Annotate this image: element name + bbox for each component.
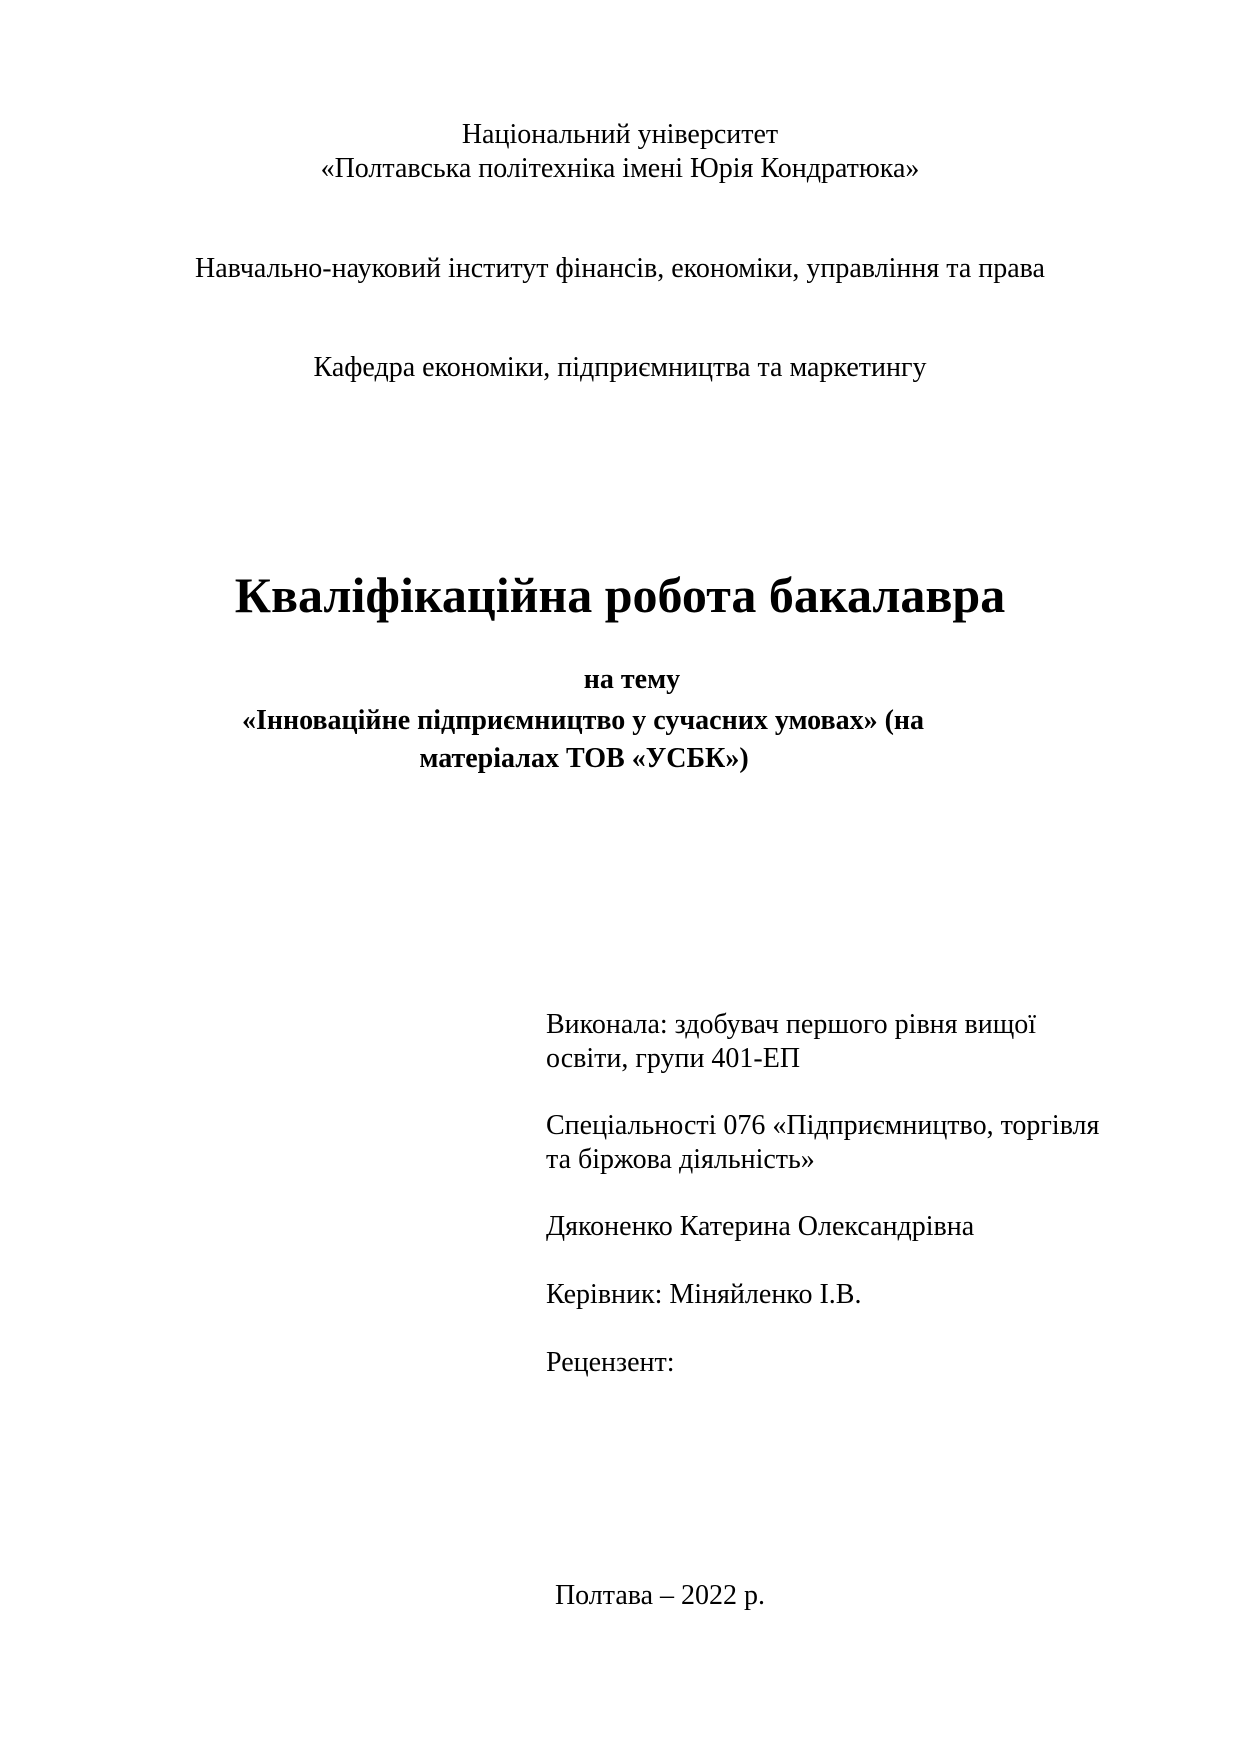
performed-by-line1: Виконала: здобувач першого рівня вищої [546, 1009, 1037, 1040]
institute-name: Навчально-науковий інститут фінансів, економіки, управління та права [195, 253, 1045, 284]
specialty-line1: Спеціальності 076 «Підприємництво, торгівля [546, 1110, 1100, 1141]
department-name: Кафедра економіки, підприємництва та маркетингу [313, 352, 927, 383]
document-title: Кваліфікаційна робота бакалавра [234, 567, 1006, 623]
supervisor: Керівник: Міняйленко І.В. [546, 1279, 862, 1310]
author-name: Дяконенко Катерина Олександрівна [546, 1211, 975, 1242]
university-name-line2: «Полтавська політехніка імені Юрія Кондратюка» [320, 153, 920, 184]
topic-line1: «Інноваційне підприємництво у сучасних умовах» (на [241, 705, 925, 736]
topic-intro: на тему [583, 664, 681, 695]
city-year: Полтава – 2022 р. [554, 1580, 766, 1611]
university-name-line1: Національний університет [461, 119, 779, 150]
specialty-line2: та біржова діяльність» [546, 1144, 815, 1175]
topic-line2: матеріалах ТОВ «УСБК») [419, 743, 749, 774]
reviewer: Рецензент: [546, 1347, 675, 1378]
performed-by-line2: освіти, групи 401-ЕП [546, 1043, 801, 1074]
